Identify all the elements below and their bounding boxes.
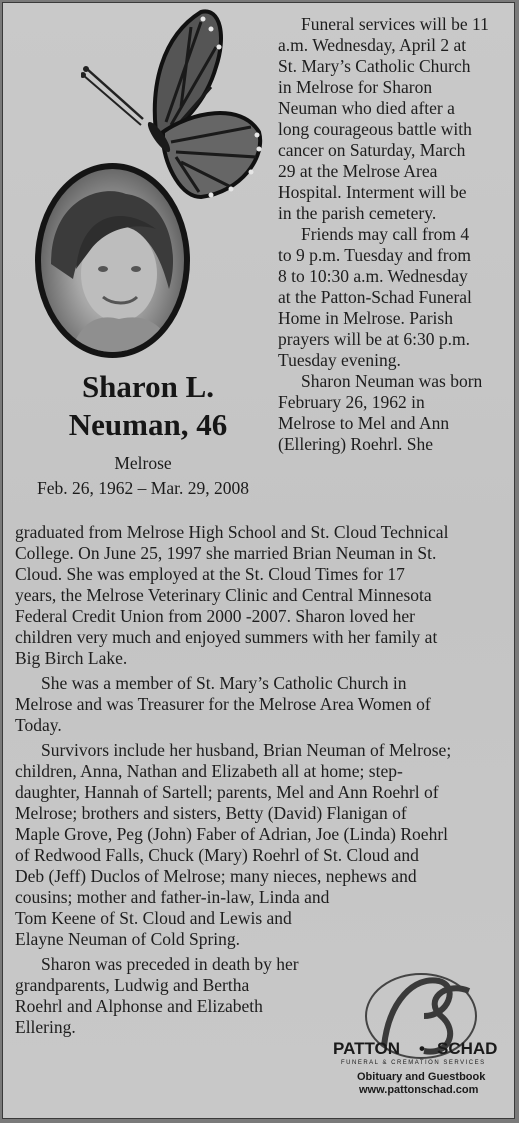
text-line: Today. xyxy=(15,715,62,735)
life-dates: Feb. 26, 1962 – Mar. 29, 2008 xyxy=(37,478,249,498)
guestbook-label: Obituary and Guestbook xyxy=(357,1071,486,1083)
text-line: Neuman who died after a xyxy=(278,98,455,118)
text-line: graduated from Melrose High School and St. Cloud Technical xyxy=(15,522,449,542)
text-line: Cloud. She was employed at the St. Cloud Times for 17 xyxy=(15,564,405,584)
text-line: (Ellering) Roehrl. She xyxy=(278,434,434,454)
text-line: cousins; mother and father-in-law, Linda and xyxy=(15,887,330,907)
funeral-home-name-left: PATTON xyxy=(333,1039,401,1058)
text-line: at the Patton-Schad Funeral xyxy=(278,287,472,307)
text-line: Elayne Neuman of Cold Spring. xyxy=(15,929,241,949)
text-line: Melrose and was Treasurer for the Melrose Area Women of xyxy=(15,694,431,714)
text-line: Home in Melrose. Parish xyxy=(278,308,453,328)
text-line: grandparents, Ludwig and Bertha xyxy=(15,975,250,995)
text-line: in Melrose for Sharon xyxy=(278,77,433,97)
text-line: St. Mary’s Catholic Church xyxy=(278,56,471,76)
text-line: years, the Melrose Veterinary Clinic and Central Minnesota xyxy=(15,585,432,605)
text-line: of Redwood Falls, Chuck (Mary) Roehrl of St. Cloud and xyxy=(15,845,419,865)
text-line: Melrose; brothers and sisters, Betty (David) Flanigan of xyxy=(15,803,407,823)
text-line: cancer on Saturday, March xyxy=(278,140,466,160)
text-line: Sharon was preceded in death by her xyxy=(41,954,299,974)
text-line: Federal Credit Union from 2000 -2007. Sharon loved her xyxy=(15,606,415,626)
deceased-name-line1: Sharon L. xyxy=(81,369,215,404)
text-line: She was a member of St. Mary’s Catholic Church in xyxy=(41,673,407,693)
hometown: Melrose xyxy=(114,453,172,473)
text-line: Big Birch Lake. xyxy=(15,648,128,668)
text-line: Ellering. xyxy=(15,1017,76,1037)
text-line: Tom Keene of St. Cloud and Lewis and xyxy=(15,908,292,928)
text-line: Sharon Neuman was born xyxy=(301,371,483,391)
text-line: College. On June 25, 1997 she married Brian Neuman in St. xyxy=(15,543,437,563)
text-line: Deb (Jeff) Duclos of Melrose; many nieces, nephews and xyxy=(15,866,417,886)
text-line: children, Anna, Nathan and Elizabeth all at home; step- xyxy=(15,761,403,781)
deceased-name-line2: Neuman, 46 xyxy=(68,407,228,442)
obituary-clipping xyxy=(2,2,515,1119)
text-line: a.m. Wednesday, April 2 at xyxy=(278,35,467,55)
text-line: children very much and enjoyed summers with her family at xyxy=(15,627,438,647)
text-line: Friends may call from 4 xyxy=(301,224,470,244)
text-line: Melrose to Mel and Ann xyxy=(278,413,450,433)
text-line: prayers will be at 6:30 p.m. xyxy=(278,329,470,349)
text-line: 29 at the Melrose Area xyxy=(278,161,438,181)
name-separator-icon: • xyxy=(419,1039,425,1058)
funeral-home-logo xyxy=(329,961,511,1111)
funeral-home-name-right: SCHAD xyxy=(437,1039,498,1058)
text-line: Hospital. Interment will be xyxy=(278,182,467,202)
portrait-photo xyxy=(41,169,184,352)
text-line: in the parish cemetery. xyxy=(278,203,437,223)
text-line: Roehrl and Alphonse and Elizabeth xyxy=(15,996,263,1016)
text-line: daughter, Hannah of Sartell; parents, Mel and Ann Roehrl of xyxy=(15,782,439,802)
text-line: Tuesday evening. xyxy=(278,350,401,370)
text-line: Maple Grove, Peg (John) Faber of Adrian, Joe (Linda) Roehrl xyxy=(15,824,449,844)
text-line: long courageous battle with xyxy=(278,119,472,139)
funeral-home-website: www.pattonschad.com xyxy=(359,1084,479,1096)
text-line: 8 to 10:30 a.m. Wednesday xyxy=(278,266,468,286)
text-line: Survivors include her husband, Brian Neuman of Melrose; xyxy=(41,740,452,760)
funeral-home-tagline: FUNERAL & CREMATION SERVICES xyxy=(341,1060,486,1066)
text-line: Funeral services will be 11 xyxy=(301,14,489,34)
text-line: February 26, 1962 in xyxy=(278,392,425,412)
monogram-text: PS xyxy=(420,1021,422,1022)
text-line: to 9 p.m. Tuesday and from xyxy=(278,245,471,265)
